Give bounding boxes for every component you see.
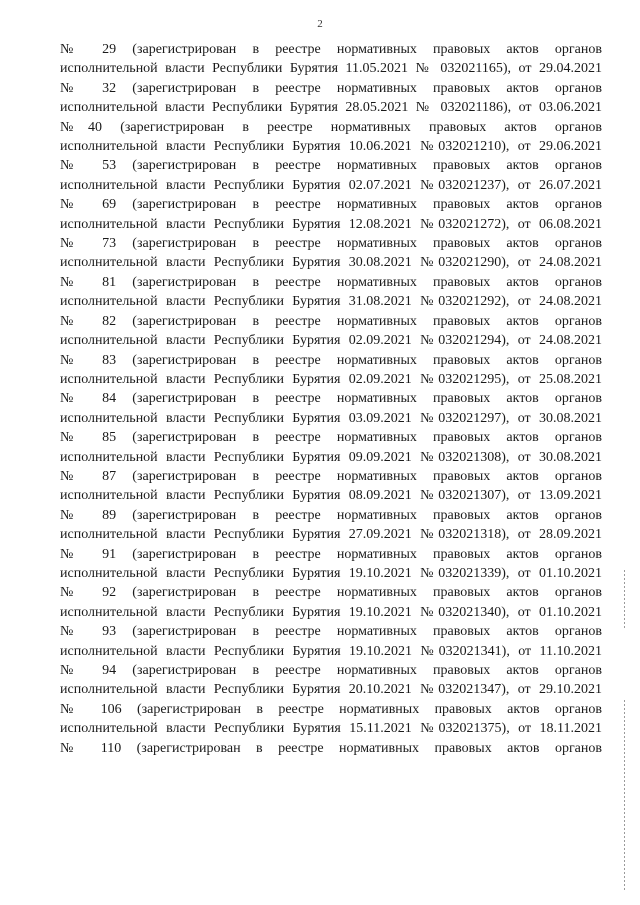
entry-line-1: № 82 (зарегистрирован в реестре нормативных правовых актов органов [60, 313, 602, 329]
entry [60, 661, 602, 700]
entry [60, 40, 602, 79]
entry [60, 700, 602, 739]
entry-line-1: № 69 (зарегистрирован в реестре нормативных правовых актов органов [60, 197, 602, 213]
page-number: 2 [317, 18, 323, 30]
entry-line-2: исполнительной власти Республики Бурятия 28.05.2021 № 032021186), от 03.06.2021 [60, 100, 602, 116]
entry-line-1: № 89 (зарегистрирован в реестре нормативных правовых актов органов [60, 507, 602, 523]
entry-line-2: исполнительной власти Республики Бурятия 30.08.2021 №032021290), от 24.08.2021 [60, 255, 602, 271]
entry [60, 622, 602, 661]
entry-line-1: № 32 (зарегистрирован в реестре нормативных правовых актов органов [60, 80, 602, 96]
entry-line-1: № 106 (зарегистрирован в реестре нормативных правовых актов органов [60, 701, 602, 717]
entry [60, 545, 602, 584]
entry-line-2: исполнительной власти Республики Бурятия 19.10.2021 №032021340), от 01.10.2021 [60, 604, 602, 620]
entry-line-1: № 94 (зарегистрирован в реестре нормативных правовых актов органов [60, 663, 602, 678]
entry-line-2: исполнительной власти Республики Бурятия 08.09.2021 №032021307), от 13.09.2021 [60, 488, 602, 504]
entry-line-1: № 110 (зарегистрирован в реестре нормативных правовых актов органов [60, 740, 602, 756]
entry-line-2: исполнительной власти Республики Бурятия 15.11.2021 №032021375), от 18.11.2021 [60, 721, 602, 737]
entry-line-2: исполнительной власти Республики Бурятия 20.10.2021 №032021347), от 29.10.2021 [60, 682, 602, 698]
scan-margin-mark [624, 700, 625, 890]
entry-line-1: № 92 (зарегистрирован в реестре нормативных правовых актов органов [60, 585, 602, 601]
entry-line-2: исполнительной власти Республики Бурятия 11.05.2021 № 032021165), от 29.04.2021 [60, 61, 602, 77]
entry-line-1: № 53 (зарегистрирован в реестре нормативных правовых актов органов [60, 158, 602, 174]
entry-line-2: исполнительной власти Республики Бурятия 02.09.2021 №032021295), от 25.08.2021 [60, 371, 602, 387]
entry-line-1: №40 (зарегистрирован в реестре нормативных правовых актов органов [60, 119, 602, 135]
document-body [60, 40, 602, 758]
entry [60, 428, 602, 467]
entry-line-1: № 91 (зарегистрирован в реестре нормативных правовых актов органов [60, 546, 602, 562]
entry-line-2: исполнительной власти Республики Бурятия 19.10.2021 №032021339), от 01.10.2021 [60, 565, 602, 581]
entry-line-2: исполнительной власти Республики Бурятия 02.07.2021 №032021237), от 26.07.2021 [60, 177, 602, 193]
entry [60, 739, 602, 758]
entry [60, 273, 602, 312]
scan-margin-mark [624, 570, 625, 630]
entry-line-1: № 87 (зарегистрирован в реестре нормативных правовых актов органов [60, 468, 602, 484]
entry-line-1: № 83 (зарегистрирован в реестре нормативных правовых актов органов [60, 352, 602, 368]
entry [60, 583, 602, 622]
entry-line-1: № 93 (зарегистрирован в реестре нормативных правовых актов органов [60, 624, 602, 640]
entry [60, 351, 602, 390]
entry-line-1: № 85 (зарегистрирован в реестре нормативных правовых актов органов [60, 430, 602, 446]
entry-line-2: исполнительной власти Республики Бурятия 03.09.2021 №032021297), от 30.08.2021 [60, 410, 602, 426]
entry-line-1: № 81 (зарегистрирован в реестре нормативных правовых актов органов [60, 274, 602, 290]
entry [60, 118, 602, 157]
entry-line-2: исполнительной власти Республики Бурятия 31.08.2021 №032021292), от 24.08.2021 [60, 294, 602, 310]
entry-line-1: № 73 (зарегистрирован в реестре нормативных правовых актов органов [60, 236, 602, 252]
entry-line-2: исполнительной власти Республики Бурятия 09.09.2021 №032021308), от 30.08.2021 [60, 449, 602, 465]
entry-line-2: исполнительной власти Республики Бурятия 02.09.2021 №032021294), от 24.08.2021 [60, 333, 602, 349]
entry [60, 389, 602, 428]
entry [60, 506, 602, 545]
entry-line-2: исполнительной власти Республики Бурятия 10.06.2021 №032021210), от 29.06.2021 [60, 139, 602, 155]
entry-line-2: исполнительной власти Республики Бурятия 12.08.2021 №032021272), от 06.08.2021 [60, 216, 602, 232]
entry [60, 195, 602, 234]
entry [60, 79, 602, 118]
entry [60, 312, 602, 351]
entry-line-2: исполнительной власти Республики Бурятия 19.10.2021 №032021341), от 11.10.2021 [60, 643, 602, 659]
entry-line-1: № 84 (зарегистрирован в реестре нормативных правовых актов органов [60, 391, 602, 407]
entry [60, 234, 602, 273]
entry [60, 156, 602, 195]
entry-line-2: исполнительной власти Республики Бурятия 27.09.2021 №032021318), от 28.09.2021 [60, 527, 602, 543]
entry-line-1: № 29 (зарегистрирован в реестре нормативных правовых актов органов [60, 42, 602, 57]
entry [60, 467, 602, 506]
